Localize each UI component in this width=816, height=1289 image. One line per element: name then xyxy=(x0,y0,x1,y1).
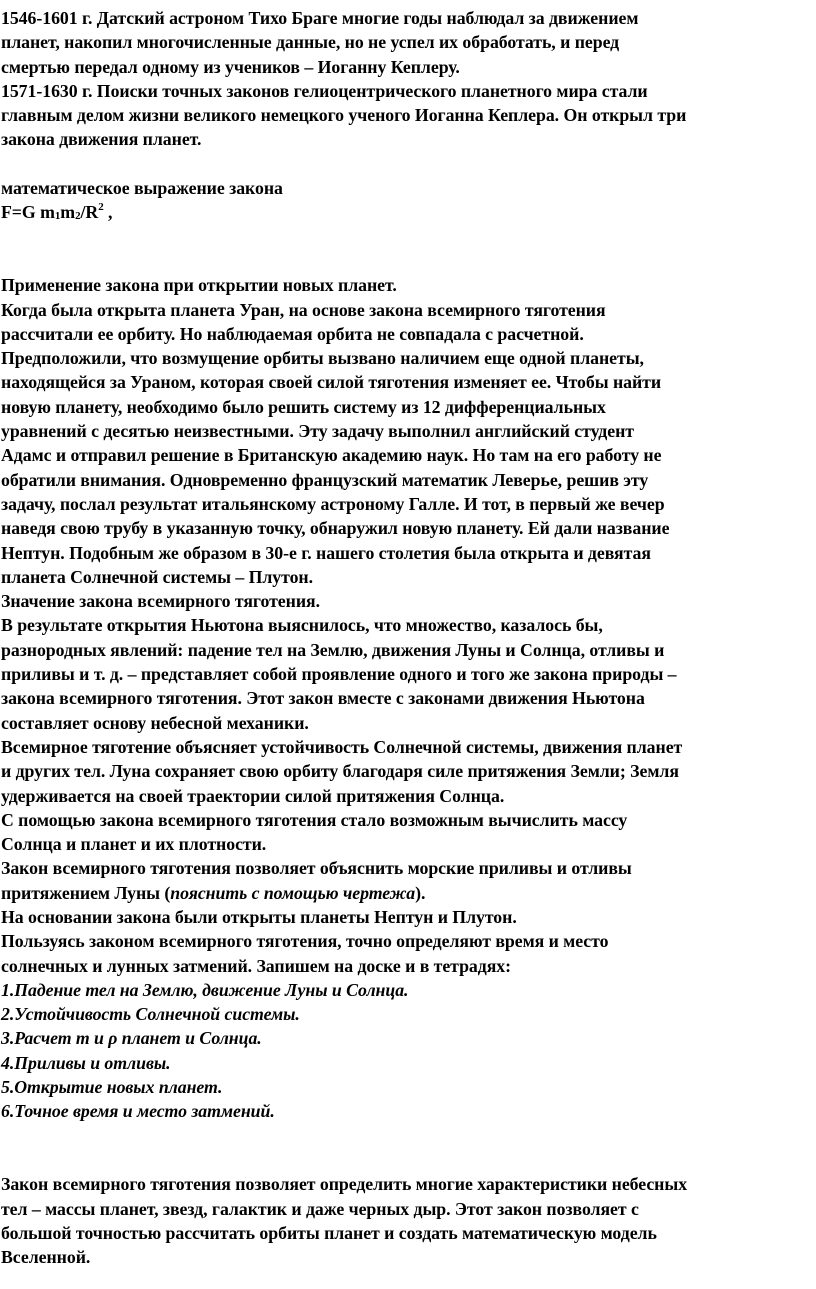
list-item: 3.Расчет m и ρ планет и Солнца. xyxy=(1,1028,262,1049)
text-line: В результате открытия Ньютона выяснилось, что множество, казалось бы, xyxy=(1,615,603,636)
kepler-paragraph xyxy=(1,79,816,152)
formula-part: /R xyxy=(80,202,99,223)
gravity-formula xyxy=(1,200,816,224)
text-line: и других тел. Луна сохраняет свою орбиту благодаря силе притяжения Земли; Земля xyxy=(1,761,679,782)
text-line: Вселенной. xyxy=(1,1247,91,1268)
text-line: закона всемирного тяготения. Этот закон вместе с законами движения Ньютона xyxy=(1,688,645,709)
text-line: планета Солнечной системы – Плутон. xyxy=(1,566,314,587)
formula-part: m xyxy=(60,202,76,223)
summary-list xyxy=(1,978,816,1124)
application-section xyxy=(1,273,816,589)
text-line: находящейся за Ураном, которая своей силой тяготения изменяет ее. Чтобы найти xyxy=(1,372,662,393)
text-line: На основании закона были открыты планеты Нептун и Плутон. xyxy=(1,906,517,927)
formula-part: , xyxy=(103,202,113,223)
tycho-paragraph xyxy=(1,6,816,79)
text-line: уравнений с десятью неизвестными. Эту задачу выполнил английский студент xyxy=(1,421,634,442)
text-line: удерживается на своей траектории силой притяжения Солнца. xyxy=(1,785,505,806)
list-item: 5.Открытие новых планет. xyxy=(1,1077,223,1098)
text-line: 1571-1630 г. Поиски точных законов гелиоцентрического планетного мира стали xyxy=(1,80,648,101)
formula-label: математическое выражение закона xyxy=(1,178,283,199)
significance-section xyxy=(1,589,816,978)
text-line: главным делом жизни великого немецкого ученого Иоганна Кеплера. Он открыл три xyxy=(1,105,687,126)
list-item: 4.Приливы и отливы. xyxy=(1,1052,171,1073)
text-line: Закон всемирного тяготения позволяет объяснить морские приливы и отливы xyxy=(1,858,632,879)
formula-part: F=G m xyxy=(1,202,55,223)
text-line: Предположили, что возмущение орбиты вызвано наличием еще одной планеты, xyxy=(1,348,644,369)
section-heading: Применение закона при открытии новых планет. xyxy=(1,275,397,296)
text-run: притяжением Луны ( xyxy=(1,882,171,903)
formula-subscript: 1 xyxy=(54,210,61,223)
text-line: смертью передал одному из учеников – Иоганну Кеплеру. xyxy=(1,56,460,77)
text-line: Когда была открыта планета Уран, на основе закона всемирного тяготения xyxy=(1,299,606,320)
formula-subscript: 2 xyxy=(75,210,81,223)
text-line xyxy=(1,881,816,905)
list-item: 1.Падение тел на Землю, движение Луны и Солнца. xyxy=(1,979,409,1000)
text-run: ). xyxy=(415,882,426,903)
text-line: Пользуясь законом всемирного тяготения, точно определяют время и место xyxy=(1,931,609,952)
italic-note: пояснить с помощью чертежа xyxy=(170,882,416,903)
text-line: задачу, послал результат итальянскому астроному Галле. И тот, в первый же вечер xyxy=(1,493,665,514)
formula-superscript: 2 xyxy=(98,201,104,214)
text-line: Солнца и планет и их плотности. xyxy=(1,834,267,855)
text-line: новую планету, необходимо было решить систему из 12 дифференциальных xyxy=(1,396,606,417)
text-line: планет, накопил многочисленные данные, но не успел их обработать, и перед xyxy=(1,32,620,53)
conclusion-paragraph xyxy=(1,1172,816,1269)
text-line: разнородных явлений: падение тел на Землю, движения Луны и Солнца, отливы и xyxy=(1,639,665,660)
text-line: закона движения планет. xyxy=(1,129,202,150)
text-line: большой точностью рассчитать орбиты планет и создать математическую модель xyxy=(1,1222,657,1243)
list-item: 6.Точное время и место затмений. xyxy=(1,1101,275,1122)
text-line: Закон всемирного тяготения позволяет определить многие характеристики небесных xyxy=(1,1174,688,1195)
text-line: тел – массы планет, звезд, галактик и даже черных дыр. Этот закон позволяет с xyxy=(1,1198,639,1219)
text-line: наведя свою трубу в указанную точку, обнаружил новую планету. Ей дали название xyxy=(1,518,670,539)
text-line: С помощью закона всемирного тяготения стало возможным вычислить массу xyxy=(1,809,628,830)
text-line: Всемирное тяготение объясняет устойчивость Солнечной системы, движения планет xyxy=(1,736,683,757)
text-line: 1546-1601 г. Датский астроном Тихо Браге многие годы наблюдал за движением xyxy=(1,8,639,28)
text-line: Адамс и отправил решение в Британскую академию наук. Но там на его работу не xyxy=(1,445,662,466)
text-line: приливы и т. д. – представляет собой проявление одного и того же закона природы – xyxy=(1,664,677,685)
text-line: Нептун. Подобным же образом в 30-е г. нашего столетия была открыта и девятая xyxy=(1,542,651,563)
text-line: составляет основу небесной механики. xyxy=(1,712,309,733)
text-line: обратили внимания. Одновременно французский математик Леверье, решив эту xyxy=(1,469,649,490)
list-item: 2.Устойчивость Солнечной системы. xyxy=(1,1004,300,1025)
text-line: солнечных и лунных затмений. Запишем на доске и в тетрадях: xyxy=(1,955,511,976)
text-line: рассчитали ее орбиту. Но наблюдаемая орбита не совпадала с расчетной. xyxy=(1,323,584,344)
section-heading: Значение закона всемирного тяготения. xyxy=(1,591,320,612)
